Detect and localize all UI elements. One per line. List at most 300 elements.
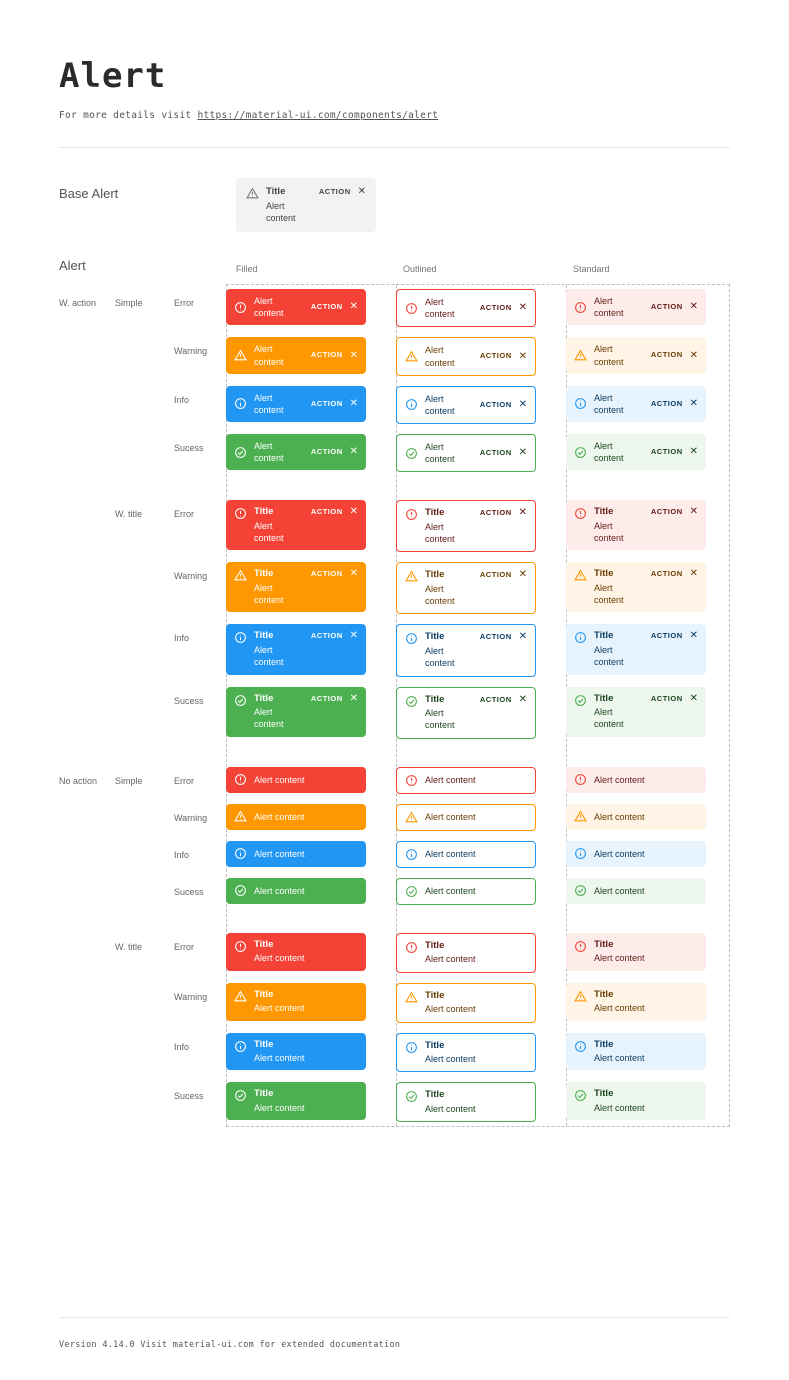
alert-action-button[interactable]: ACTION <box>310 569 343 579</box>
alert-filled-success[interactable] <box>226 687 366 737</box>
close-icon[interactable]: ✕ <box>518 447 527 459</box>
alert-cell-filled <box>226 1082 366 1122</box>
alert-cell-filled <box>226 562 366 614</box>
row-subgroup-label <box>115 836 174 850</box>
alert-standard-info[interactable] <box>566 841 706 867</box>
alert-outlined-warning[interactable] <box>396 337 536 375</box>
row-subgroup-label <box>115 557 174 571</box>
alert-grid <box>59 284 730 1127</box>
alert-outlined-warning[interactable] <box>396 562 536 614</box>
alert-content: Alert content <box>254 521 284 544</box>
alert-action-button[interactable]: ACTION <box>650 631 683 641</box>
alert-content: Alert content <box>594 440 624 464</box>
alert-outlined-warning[interactable] <box>396 804 536 831</box>
row-subgroup-label: Simple <box>115 775 143 786</box>
alert-action-button[interactable]: ACTION <box>479 399 512 409</box>
alert-cell-outlined <box>396 767 536 794</box>
close-icon[interactable]: ✕ <box>518 693 527 705</box>
info-outline-icon <box>574 1040 587 1053</box>
error-outline-icon <box>234 301 247 314</box>
alert-filled-success[interactable] <box>226 434 366 470</box>
page-header <box>0 0 789 121</box>
alert-filled-error[interactable] <box>226 767 366 793</box>
alert-content: Alert content <box>594 344 624 367</box>
alert-standard-success[interactable] <box>566 878 706 904</box>
alert-cell-standard <box>566 289 706 327</box>
alert-filled-warning[interactable] <box>226 804 366 830</box>
close-icon[interactable]: ✕ <box>357 186 366 198</box>
base-alert-action-button[interactable]: ACTION <box>318 187 351 196</box>
warning-amber-icon <box>234 569 247 582</box>
alert-standard-error[interactable] <box>566 767 706 793</box>
alert-content: Alert content <box>254 707 284 730</box>
close-icon[interactable]: ✕ <box>689 349 698 361</box>
alert-actions <box>651 630 698 641</box>
error-outline-icon <box>574 507 587 520</box>
close-icon[interactable]: ✕ <box>689 630 698 642</box>
alert-grid-row <box>59 928 730 978</box>
alert-cell-outlined <box>396 687 536 739</box>
close-icon[interactable]: ✕ <box>349 630 358 642</box>
alert-content: Alert content <box>594 1103 645 1114</box>
alert-action-button[interactable]: ACTION <box>479 448 512 458</box>
info-outline-icon <box>405 632 418 645</box>
alert-outlined-info[interactable] <box>396 624 536 676</box>
alert-outlined-success[interactable] <box>396 878 536 905</box>
alert-cell-standard <box>566 562 706 614</box>
alert-filled-info[interactable] <box>226 386 366 422</box>
alert-filled-info[interactable] <box>226 624 366 674</box>
alert-content: Alert content <box>425 954 476 965</box>
alert-cell-outlined <box>396 933 536 973</box>
alert-actions <box>651 350 698 360</box>
alert-grid-row <box>59 429 730 477</box>
alert-title: Title <box>254 988 274 1000</box>
alert-content: Alert content <box>594 953 645 964</box>
row-group-label <box>59 557 115 571</box>
close-icon[interactable]: ✕ <box>518 631 527 643</box>
row-severity-label: Sucess <box>174 442 204 453</box>
alert-content: Alert content <box>254 1103 305 1114</box>
alert-cell-filled <box>226 289 366 327</box>
alert-section-header <box>0 232 789 274</box>
alert-action-button[interactable]: ACTION <box>310 631 343 641</box>
alert-content: Alert content <box>254 583 284 606</box>
alert-standard-success[interactable] <box>566 687 706 737</box>
alert-title: Title <box>254 630 274 642</box>
alert-outlined-warning[interactable] <box>396 983 536 1023</box>
alert-row-cells <box>226 762 730 799</box>
error-outline-icon <box>405 774 418 787</box>
row-severity-label: Warning <box>174 991 208 1002</box>
base-alert-title: Title <box>266 186 286 197</box>
info-outline-icon <box>574 847 587 860</box>
page-subtitle <box>59 110 730 121</box>
alert-filled-error[interactable] <box>226 289 366 325</box>
close-icon[interactable]: ✕ <box>689 446 698 458</box>
alert-content: Alert content <box>254 440 284 464</box>
alert-action-button[interactable]: ACTION <box>650 507 683 517</box>
warning-amber-icon <box>405 570 418 583</box>
close-icon[interactable]: ✕ <box>518 569 527 581</box>
alert-standard-success[interactable] <box>566 434 706 470</box>
close-icon[interactable]: ✕ <box>518 507 527 519</box>
check-circle-outline-icon <box>234 884 247 897</box>
alert-actions <box>480 303 527 313</box>
base-alert-label: Base Alert <box>59 186 119 201</box>
alert-filled-success[interactable] <box>226 878 366 904</box>
error-outline-icon <box>405 302 418 315</box>
close-icon[interactable]: ✕ <box>349 397 358 409</box>
alert-outlined-success[interactable] <box>396 687 536 739</box>
alert-content: Alert content <box>254 1053 305 1064</box>
alert-filled-warning[interactable] <box>226 562 366 612</box>
alert-action-button[interactable]: ACTION <box>479 351 512 361</box>
alert-filled-info[interactable] <box>226 841 366 867</box>
row-severity-label: Error <box>174 509 194 520</box>
row-subgroup-label <box>115 799 174 813</box>
row-group-label <box>59 873 115 887</box>
row-group-label <box>59 836 115 850</box>
row-group-label <box>59 495 115 509</box>
row-severity-label: Sucess <box>174 1091 204 1102</box>
alert-grid-row <box>59 495 730 557</box>
alert-standard-error[interactable] <box>566 500 706 550</box>
alert-standard-error[interactable] <box>566 933 706 971</box>
alert-standard-warning[interactable] <box>566 983 706 1021</box>
row-severity-label: Error <box>174 775 194 786</box>
alert-cell-filled <box>226 1033 366 1073</box>
row-subgroup-label <box>115 1028 174 1042</box>
alert-actions <box>480 400 527 410</box>
alert-outlined-info[interactable] <box>396 386 536 424</box>
alert-grid-row <box>59 381 730 429</box>
alert-title: Title <box>254 1038 274 1050</box>
alert-action-button[interactable]: ACTION <box>650 447 683 457</box>
row-severity-label: Warning <box>174 346 208 357</box>
alert-content: Alert content <box>254 885 305 896</box>
alert-content: Alert content <box>425 886 476 897</box>
close-icon[interactable]: ✕ <box>349 506 358 518</box>
row-group-label <box>59 799 115 813</box>
alert-content: Alert content <box>425 441 455 465</box>
check-circle-outline-icon <box>405 695 418 708</box>
alert-content: Alert content <box>594 774 645 785</box>
alert-title: Title <box>425 693 445 705</box>
check-circle-outline-icon <box>574 446 587 459</box>
row-severity-label: Warning <box>174 571 208 582</box>
alert-outlined-error[interactable] <box>396 289 536 327</box>
error-outline-icon <box>574 301 587 314</box>
check-circle-outline-icon <box>234 694 247 707</box>
alert-row-cells <box>226 1077 730 1127</box>
alert-title: Title <box>425 1039 445 1051</box>
alert-standard-info[interactable] <box>566 386 706 422</box>
row-group-label <box>59 332 115 346</box>
alert-title: Title <box>425 939 445 951</box>
row-subgroup-label <box>115 429 174 443</box>
alert-action-button[interactable]: ACTION <box>479 303 512 313</box>
alert-cell-outlined <box>396 289 536 327</box>
base-alert[interactable] <box>236 178 376 232</box>
alert-content: Alert content <box>594 848 645 859</box>
alert-outlined-info[interactable] <box>396 841 536 868</box>
alert-action-button[interactable]: ACTION <box>650 693 683 703</box>
alert-action-button[interactable]: ACTION <box>650 569 683 579</box>
alert-grid-row <box>59 836 730 873</box>
alert-action-button[interactable]: ACTION <box>310 302 343 312</box>
info-outline-icon <box>405 398 418 411</box>
warning-amber-icon <box>574 349 587 362</box>
alert-standard-warning[interactable] <box>566 804 706 830</box>
alert-title: Title <box>425 631 445 643</box>
alert-actions <box>651 302 698 312</box>
warning-icon <box>246 187 259 200</box>
row-subgroup-label: W. title <box>115 509 143 520</box>
close-icon[interactable]: ✕ <box>349 301 358 313</box>
alert-action-button[interactable]: ACTION <box>479 632 512 642</box>
row-subgroup-label: Simple <box>115 298 143 309</box>
alert-cell-standard <box>566 804 706 831</box>
alert-cell-standard <box>566 878 706 905</box>
alert-content: Alert content <box>425 1104 476 1115</box>
alert-outlined-success[interactable] <box>396 434 536 472</box>
alert-cell-standard <box>566 933 706 973</box>
close-icon[interactable]: ✕ <box>518 398 527 410</box>
info-outline-icon <box>574 631 587 644</box>
warning-amber-icon <box>234 990 247 1003</box>
alert-cell-filled <box>226 767 366 794</box>
alert-content: Alert content <box>594 885 645 896</box>
close-icon[interactable]: ✕ <box>349 568 358 580</box>
alert-action-button[interactable]: ACTION <box>310 350 343 360</box>
alert-cell-filled <box>226 687 366 739</box>
alert-cell-outlined <box>396 841 536 868</box>
alert-action-button[interactable]: ACTION <box>479 508 512 518</box>
row-severity-label: Warning <box>174 812 208 823</box>
warning-amber-icon <box>574 990 587 1003</box>
row-group-label: No action <box>59 775 98 786</box>
alert-row-cells <box>226 1028 730 1078</box>
alert-content: Alert content <box>594 392 624 415</box>
alert-content: Alert content <box>594 707 624 730</box>
alert-title: Title <box>425 507 445 519</box>
alert-actions <box>651 506 698 517</box>
alert-grid-row <box>59 762 730 799</box>
alert-actions <box>480 569 527 580</box>
alert-actions <box>311 630 358 641</box>
alert-content: Alert content <box>425 1004 476 1015</box>
close-icon[interactable]: ✕ <box>689 301 698 313</box>
alert-cell-standard <box>566 841 706 868</box>
alert-cell-standard <box>566 687 706 739</box>
error-outline-icon <box>234 507 247 520</box>
alert-cell-filled <box>226 804 366 831</box>
alert-row-cells <box>226 799 730 836</box>
check-circle-outline-icon <box>405 885 418 898</box>
error-outline-icon <box>405 508 418 521</box>
alert-filled-warning[interactable] <box>226 983 366 1021</box>
alert-standard-warning[interactable] <box>566 337 706 373</box>
row-severity-label: Error <box>174 298 194 309</box>
alert-cell-filled <box>226 841 366 868</box>
error-outline-icon <box>234 773 247 786</box>
info-outline-icon <box>234 847 247 860</box>
bottom-spacer <box>0 1127 789 1317</box>
alert-action-button[interactable]: ACTION <box>479 694 512 704</box>
warning-amber-icon <box>405 350 418 363</box>
alert-outlined-error[interactable] <box>396 500 536 552</box>
row-subgroup-label <box>115 1077 174 1091</box>
alert-actions <box>311 506 358 517</box>
row-severity-label: Error <box>174 941 194 952</box>
alert-content: Alert content <box>254 1003 305 1014</box>
alert-row-cells <box>226 381 730 429</box>
alert-action-button[interactable]: ACTION <box>650 302 683 312</box>
page-title: Alert <box>59 56 167 96</box>
alert-content: Alert content <box>254 774 305 785</box>
alert-content: Alert content <box>254 296 284 319</box>
alert-row-cells <box>226 429 730 477</box>
warning-amber-icon <box>234 810 247 823</box>
alert-cell-standard <box>566 337 706 375</box>
info-outline-icon <box>234 1040 247 1053</box>
alert-content: Alert content <box>425 646 455 669</box>
alert-actions <box>651 693 698 704</box>
close-icon[interactable]: ✕ <box>689 692 698 704</box>
close-icon[interactable]: ✕ <box>349 349 358 361</box>
alert-cell-filled <box>226 434 366 472</box>
row-severity-label: Info <box>174 633 190 644</box>
alert-filled-success[interactable] <box>226 1082 366 1120</box>
row-severity-label: Info <box>174 1041 190 1052</box>
alert-outlined-error[interactable] <box>396 767 536 794</box>
alert-content: Alert content <box>425 297 455 320</box>
alert-standard-warning[interactable] <box>566 562 706 612</box>
alert-standard-error[interactable] <box>566 289 706 325</box>
row-group-label <box>59 1028 115 1042</box>
alert-cell-filled <box>226 386 366 424</box>
error-outline-icon <box>574 773 587 786</box>
alert-cell-outlined <box>396 386 536 424</box>
alert-content: Alert content <box>425 1054 476 1065</box>
alert-cell-standard <box>566 1082 706 1122</box>
alert-row-cells <box>226 682 730 744</box>
error-outline-icon <box>234 940 247 953</box>
alert-standard-info[interactable] <box>566 624 706 674</box>
alert-content: Alert content <box>425 812 476 823</box>
row-subgroup-label: W. title <box>115 941 143 952</box>
close-icon[interactable]: ✕ <box>689 506 698 518</box>
alert-filled-error[interactable] <box>226 500 366 550</box>
close-icon[interactable]: ✕ <box>518 302 527 314</box>
info-outline-icon <box>405 848 418 861</box>
alert-title: Title <box>594 568 614 580</box>
alert-row-cells <box>226 495 730 557</box>
base-alert-content: Alert content <box>266 200 296 223</box>
alert-grid-row <box>59 557 730 619</box>
alert-cell-outlined <box>396 562 536 614</box>
close-icon[interactable]: ✕ <box>349 692 358 704</box>
alert-grid-row <box>59 682 730 744</box>
alert-content: Alert content <box>594 296 624 319</box>
alert-outlined-info[interactable] <box>396 1033 536 1073</box>
alert-outlined-error[interactable] <box>396 933 536 973</box>
check-circle-outline-icon <box>574 884 587 897</box>
alert-title: Title <box>425 989 445 1001</box>
alert-row-cells <box>226 836 730 873</box>
alert-title: Title <box>594 988 614 1000</box>
check-circle-outline-icon <box>405 447 418 460</box>
alert-actions <box>651 447 698 457</box>
close-icon[interactable]: ✕ <box>689 568 698 580</box>
alert-cell-standard <box>566 983 706 1023</box>
alert-action-button[interactable]: ACTION <box>650 398 683 408</box>
info-outline-icon <box>234 397 247 410</box>
alert-content: Alert content <box>594 583 624 606</box>
close-icon[interactable]: ✕ <box>349 446 358 458</box>
alert-cell-outlined <box>396 500 536 552</box>
close-icon[interactable]: ✕ <box>518 350 527 362</box>
row-group-label <box>59 978 115 992</box>
alert-content: Alert content <box>425 849 476 860</box>
alert-action-button[interactable]: ACTION <box>650 350 683 360</box>
alert-title: Title <box>254 1088 274 1100</box>
alert-actions <box>651 399 698 409</box>
alert-row-cells <box>226 284 730 332</box>
alert-action-button[interactable]: ACTION <box>310 398 343 408</box>
alert-row-cells <box>226 557 730 619</box>
alert-standard-success[interactable] <box>566 1082 706 1120</box>
alert-title: Title <box>254 692 274 704</box>
alert-outlined-success[interactable] <box>396 1082 536 1122</box>
warning-amber-icon <box>405 811 418 824</box>
alert-content: Alert content <box>254 392 284 415</box>
close-icon[interactable]: ✕ <box>689 397 698 409</box>
docs-link[interactable]: https://material-ui.com/components/alert <box>197 110 439 121</box>
alert-title: Title <box>594 692 614 704</box>
alert-row-cells <box>226 873 730 910</box>
alert-title: Title <box>425 1089 445 1101</box>
alert-content: Alert content <box>594 645 624 668</box>
alert-actions <box>480 351 527 361</box>
alert-content: Alert content <box>594 1053 645 1064</box>
alert-row-cells <box>226 978 730 1028</box>
alert-actions <box>311 350 358 360</box>
alert-cell-standard <box>566 767 706 794</box>
row-group-label <box>59 682 115 696</box>
row-group-label <box>59 928 115 942</box>
alert-grid-row <box>59 332 730 380</box>
alert-action-button[interactable]: ACTION <box>479 570 512 580</box>
check-circle-outline-icon <box>234 1089 247 1102</box>
alert-filled-error[interactable] <box>226 933 366 971</box>
alert-standard-info[interactable] <box>566 1033 706 1071</box>
alert-action-button[interactable]: ACTION <box>310 507 343 517</box>
alert-content: Alert content <box>425 775 476 786</box>
alert-cell-outlined <box>396 434 536 472</box>
alert-filled-info[interactable] <box>226 1033 366 1071</box>
alert-cell-standard <box>566 434 706 472</box>
alert-actions <box>311 447 358 457</box>
alert-grid-row <box>59 1077 730 1127</box>
alert-row-cells <box>226 619 730 681</box>
alert-action-button[interactable]: ACTION <box>310 693 343 703</box>
alert-action-button[interactable]: ACTION <box>310 447 343 457</box>
alert-filled-warning[interactable] <box>226 337 366 373</box>
alert-content: Alert content <box>425 584 455 607</box>
column-header-filled: Filled <box>236 264 258 275</box>
